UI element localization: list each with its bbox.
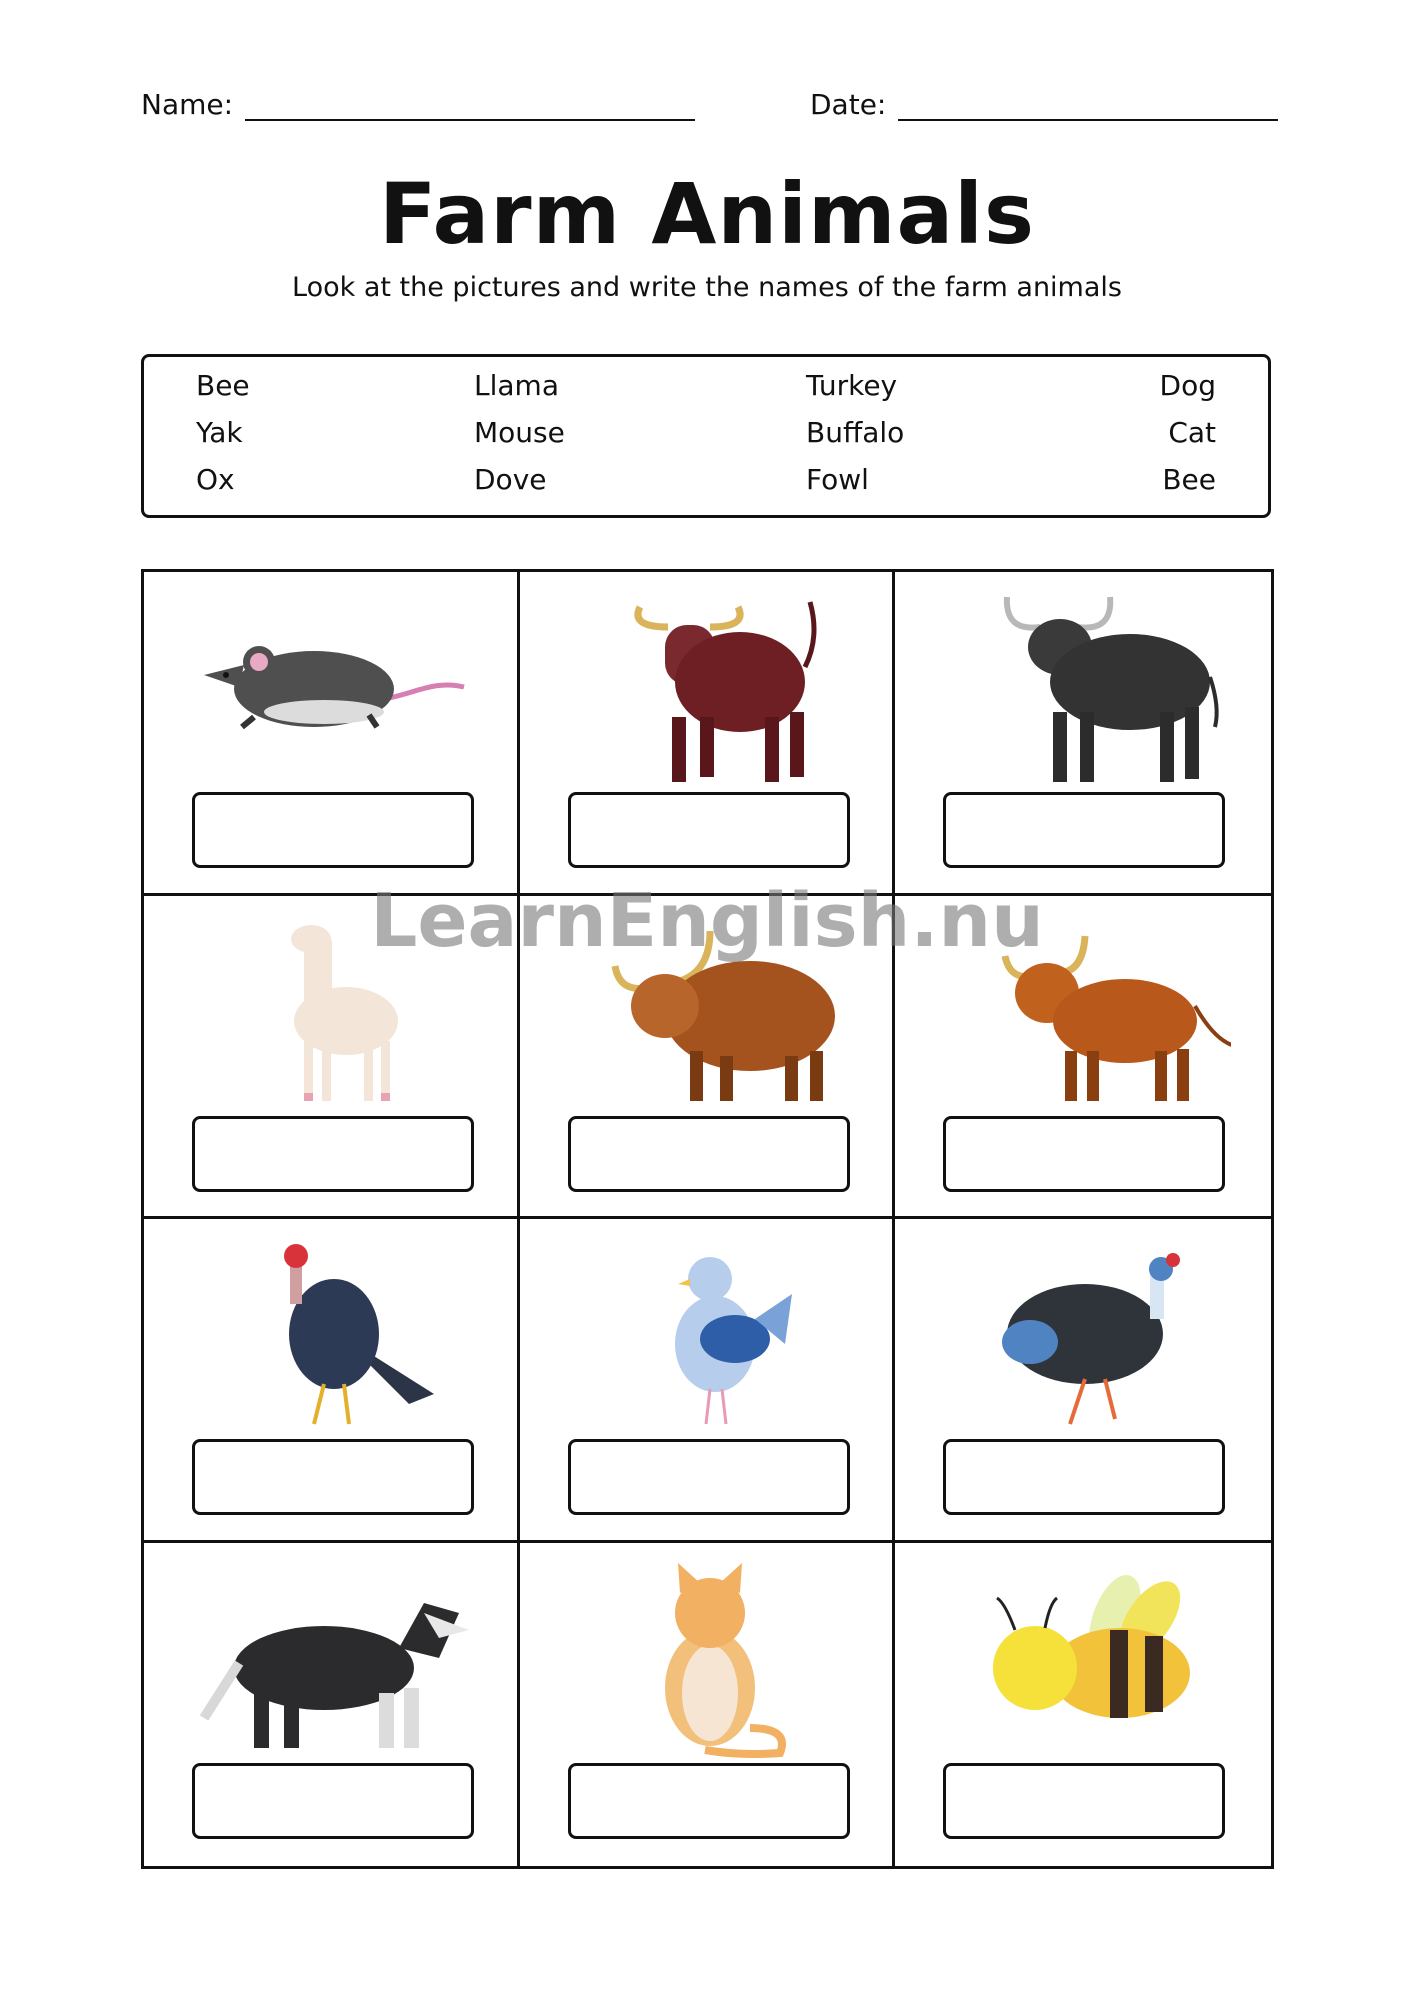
grid-cell — [520, 1219, 896, 1543]
word-bank-word: Ox — [196, 463, 235, 496]
date-line[interactable] — [898, 91, 1278, 121]
grid-cell — [895, 1219, 1271, 1543]
word-bank-word: Yak — [196, 416, 243, 449]
cat-icon — [560, 1558, 856, 1758]
answer-box[interactable] — [943, 1763, 1225, 1839]
answer-box[interactable] — [192, 1439, 474, 1515]
word-bank-word: Bee — [196, 369, 250, 402]
grid-cell — [895, 896, 1271, 1220]
answer-box[interactable] — [192, 792, 474, 868]
picture-grid — [141, 569, 1274, 1869]
bee-icon — [935, 1558, 1231, 1758]
answer-box[interactable] — [943, 792, 1225, 868]
grid-cell — [144, 572, 520, 896]
word-bank-word: Turkey — [806, 369, 898, 402]
page-title: Farm Animals — [379, 165, 1035, 263]
grid-cell — [895, 1543, 1271, 1867]
word-bank-word: Llama — [474, 369, 559, 402]
word-bank-word: Mouse — [474, 416, 565, 449]
answer-box[interactable] — [568, 1439, 850, 1515]
grid-cell — [520, 1543, 896, 1867]
guineafowl-icon — [935, 1234, 1231, 1434]
yak-icon — [560, 911, 856, 1111]
instruction-text: Look at the pictures and write the names of the farm animals — [292, 272, 1122, 303]
word-bank — [141, 354, 1271, 518]
grid-cell — [520, 896, 896, 1220]
name-label: Name: — [141, 88, 234, 121]
answer-box[interactable] — [568, 1763, 850, 1839]
word-bank-word: Buffalo — [806, 416, 905, 449]
date-field[interactable] — [810, 88, 1278, 121]
answer-box[interactable] — [568, 792, 850, 868]
word-bank-word: Dove — [474, 463, 547, 496]
answer-box[interactable] — [943, 1116, 1225, 1192]
answer-box[interactable] — [192, 1116, 474, 1192]
bull-icon — [935, 911, 1231, 1111]
answer-box[interactable] — [192, 1763, 474, 1839]
grid-cell — [144, 1543, 520, 1867]
watermark: LearnEnglish.nu — [370, 878, 1044, 964]
llama-icon — [184, 911, 480, 1111]
buffalo-icon — [935, 587, 1231, 787]
word-bank-word: Dog — [1159, 369, 1216, 402]
grid-cell — [144, 1219, 520, 1543]
grid-cell — [144, 896, 520, 1220]
answer-box[interactable] — [943, 1439, 1225, 1515]
dog-icon — [184, 1558, 480, 1758]
turkey-icon — [184, 1234, 480, 1434]
answer-box[interactable] — [568, 1116, 850, 1192]
word-bank-word: Fowl — [806, 463, 869, 496]
word-bank-word: Cat — [1168, 416, 1216, 449]
name-field[interactable] — [141, 88, 695, 121]
name-line[interactable] — [245, 91, 695, 121]
mouse-icon — [184, 587, 480, 787]
grid-cell — [895, 572, 1271, 896]
word-bank-word: Bee — [1162, 463, 1216, 496]
dove-icon — [560, 1234, 856, 1434]
ox-icon — [560, 587, 856, 787]
grid-cell — [520, 572, 896, 896]
date-label: Date: — [810, 88, 887, 121]
